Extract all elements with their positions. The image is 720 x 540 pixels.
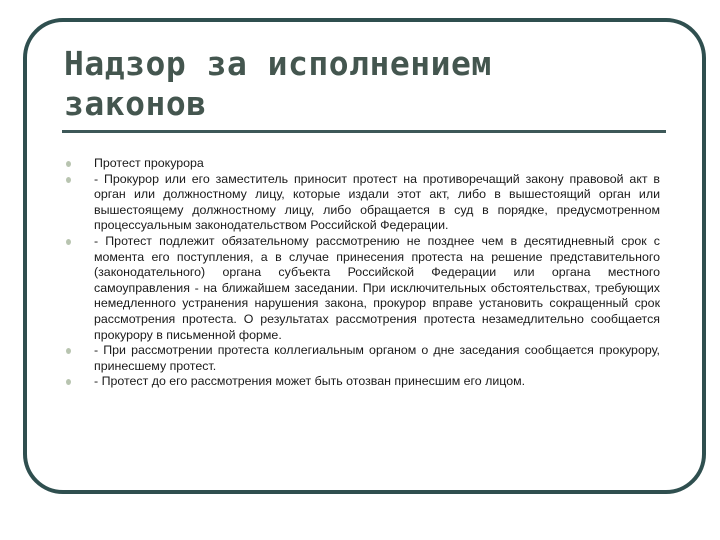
list-item-text: - Прокурор или его заместитель приносит протест на противоречащий закону правовой акт в орган или должностному лицу, которые издали этот акт, либо в вышестоящий орган или вышестоящему должностному лицу, либо обращается в суд в порядке, предусмотренном процессуальным законодательством Российской Федерации. [94,171,660,233]
bullet-icon [66,379,71,385]
list-item [60,374,660,390]
list-item-text: - При рассмотрении протеста коллегиальным органом о дне заседания сообщается прокурору, принесшему протест. [94,343,660,373]
list-item-text: Протест прокурора [94,156,204,170]
slide-body [60,156,660,390]
bullet-icon [66,239,71,245]
title-divider [62,130,666,133]
list-item [60,234,660,343]
bullet-icon [66,177,71,183]
slide-title [64,44,684,124]
list-item-text: - Протест подлежит обязательному рассмотрению не позднее чем в десятидневный срок с момента его поступления, а в случае принесения протеста на решение представительного (законодательного) органа субъекта Российской Федерации или органа местного самоуправления - на ближайшем заседании. При исключительных обстоятельствах, требующих немедленного устранения нарушения закона, прокурор вправе установить сокращенный срок рассмотрения протеста. О результатах рассмотрения протеста незамедлительно сообщается прокурору в письменной форме. [94,233,660,342]
title-line-2: законов [64,84,207,123]
bullet-icon [66,161,71,167]
list-item [60,343,660,374]
bullet-icon [66,348,71,354]
list-item-text: - Протест до его рассмотрения может быть отозван принесшим его лицом. [94,374,526,389]
list-item [60,156,660,172]
list-item [60,172,660,234]
title-line-1: Надзор за исполнением [64,44,492,83]
